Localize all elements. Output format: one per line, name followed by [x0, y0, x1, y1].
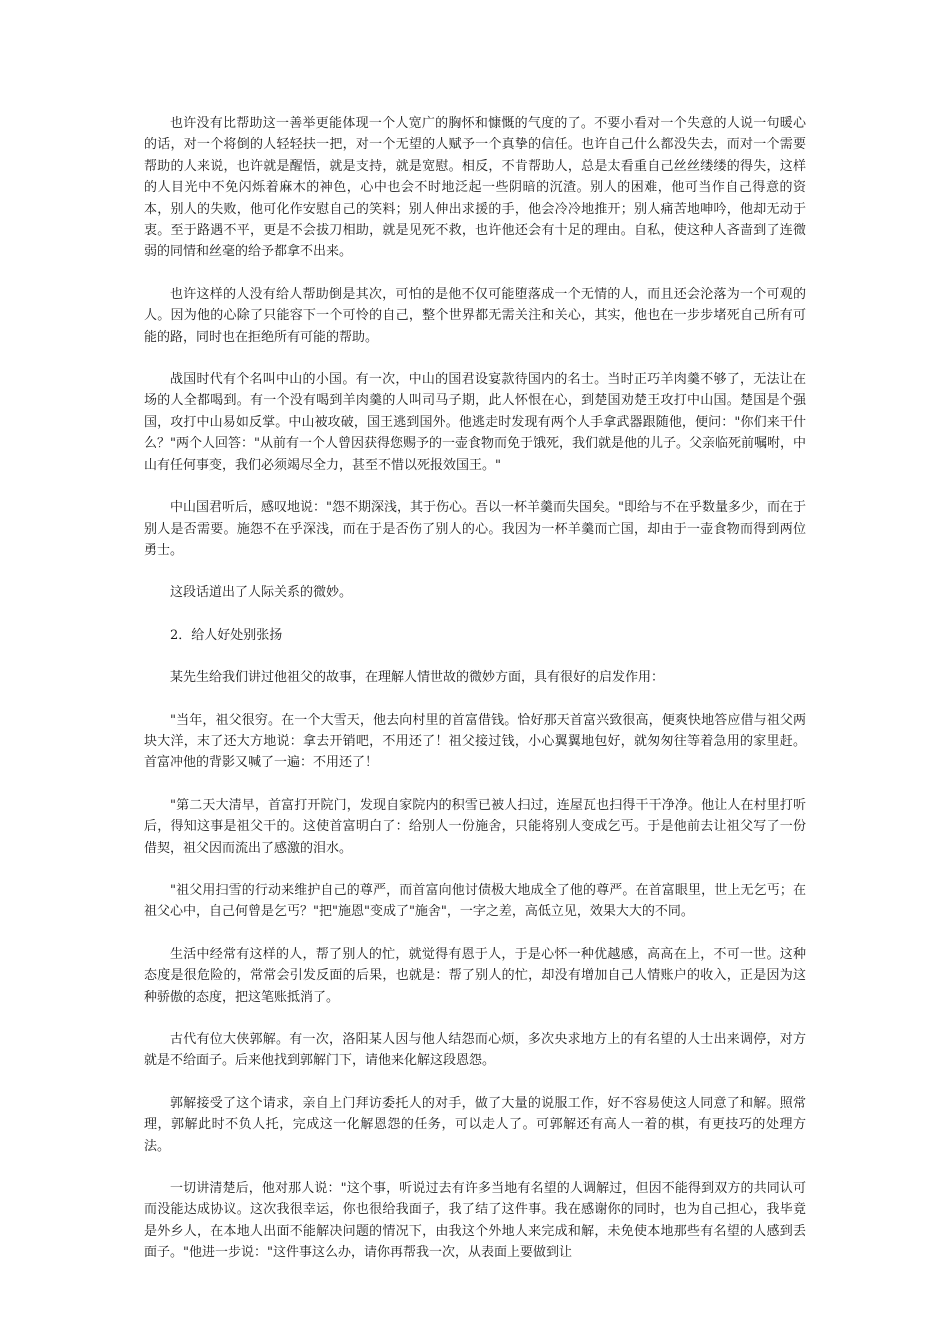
paragraph-4: 中山国君听后，感叹地说："怨不期深浅，其于伤心。吾以一杯羊羹而失国矣。"即给与不在乎数量多少，而在于别人是否需要。施怨不在乎深浅，而在于是否伤了别人的心。我因为一杯羊羹而亡国，却由于一壶食物而得到两位勇士。 — [144, 500, 806, 558]
paragraph-11: 生活中经常有这样的人，帮了别人的忙，就觉得有恩于人，于是心怀一种优越感，高高在上，不可一世。这种态度是很危险的，常常会引发反面的后果，也就是：帮了别人的忙，却没有增加自己人情账户的收入，正是因为这种骄傲的态度，把这笔账抵消了。 — [144, 946, 806, 1005]
paragraph-2: 也许这样的人没有给人帮助倒是其次，可怕的是他不仅可能堕落成一个无情的人，而且还会沦落为一个可观的人。因为他的心除了只能容下一个可怜的自己，整个世界都无需关注和关心，其实，他也在一步步堵死自己所有可能的路，同时也在拒绝所有可能的帮助。 — [144, 286, 806, 345]
paragraph-3: 战国时代有个名叫中山的小国。有一次，中山的国君设宴款待国内的名士。当时正巧羊肉羹不够了，无法让在场的人全都喝到。有一个没有喝到羊肉羹的人叫司马子期，此人怀恨在心，到楚国劝楚王攻打中山国。楚国是个强国，攻打中山易如反掌。中山被攻破，国王逃到国外。他逃走时发现有两个人手拿武器跟随他，便问："你们来干什么？"两个人回答："从前有一个人曾因获得您赐予的一壶食物而免于饿死，我们就是他的儿子。父亲临死前嘱咐，中山有任何事变，我们必须竭尽全力，甚至不惜以死报效国王。" — [144, 372, 806, 473]
paragraph-14: 一切讲清楚后，他对那人说："这个事，听说过去有许多当地有名望的人调解过，但因不能得到双方的共同认可而没能达成协议。这次我很幸运，你也很给我面子，我了结了这件事。我在感谢你的同时，也为自己担心，我毕竟是外乡人，在本地人出面不能解决问题的情况下，由我这个外地人来完成和解，未免使本地那些有名望的人感到丢面子。"他进一步说："这件事这么办，请你再帮我一次，从表面上要做到让 — [144, 1181, 806, 1261]
section-heading: 2．给人好处别张扬 — [170, 627, 283, 643]
paragraph-1: 也许没有比帮助这一善举更能体现一个人宽广的胸怀和慷慨的气度的了。不要小看对一个失意的人说一句暖心的话，对一个将倒的人轻轻扶一把，对一个无望的人赋予一个真挚的信任。也许自己什么都没失去，而对一个需要帮助的人来说，也许就是醒悟，就是支持，就是宽慰。相反，不肯帮助人，总是太看重自己丝丝缕缕的得失，这样的人目光中不免闪烁着麻木的神色，心中也会不时地泛起一些阴暗的沉渣。别人的困难，他可当作自己得意的资本，别人的失败，他可化作安慰自己的笑料；别人伸出求援的手，他会冷冷地推开；别人痛苦地呻吟，他却无动于衷。至于路遇不平，更是不会拔刀相助，就是见死不救，也许他还会有十足的理由。自私，使这种人吝啬到了连微弱的同情和丝毫的给予都拿不出来。 — [144, 116, 806, 260]
paragraph-8: "当年，祖父很穷。在一个大雪天，他去向村里的首富借钱。恰好那天首富兴致很高，便爽快地答应借与祖父两块大洋，末了还大方地说：拿去开销吧，不用还了！祖父接过钱，小心翼翼地包好，就匆匆往等着急用的家里赶。首富冲他的背影又喊了一遍：不用还了！ — [144, 712, 806, 771]
paragraph-13: 郭解接受了这个请求，亲自上门拜访委托人的对手，做了大量的说服工作，好不容易使这人同意了和解。照常理，郭解此时不负人托，完成这一化解恩怨的任务，可以走人了。可郭解还有高人一着的棋，有更技巧的处理方法。 — [144, 1095, 806, 1154]
paragraph-12: 古代有位大侠郭解。有一次，洛阳某人因与他人结怨而心烦，多次央求地方上的有名望的人士出来调停，对方就是不给面子。后来他找到郭解门下，请他来化解这段恩怨。 — [144, 1032, 806, 1069]
document-body — [144, 113, 806, 1264]
paragraph-9: "第二天大清早，首富打开院门，发现自家院内的积雪已被人扫过，连屋瓦也扫得干干净净。他让人在村里打听后，得知这事是祖父干的。这使首富明白了：给别人一份施舍，只能将别人变成乞丐。于是他前去让祖父写了一份借契，祖父因而流出了感激的泪水。 — [144, 797, 806, 856]
paragraph-10: "祖父用扫雪的行动来维护自己的尊严，而首富向他讨债极大地成全了他的尊严。在首富眼里，世上无乞丐；在祖父心中，自己何曾是乞丐？"把"施恩"变成了"施舍"，一字之差，高低立见，效果大大的不同。 — [144, 882, 806, 920]
paragraph-5: 这段话道出了人际关系的微妙。 — [170, 585, 353, 601]
paragraph-7: 某先生给我们讲过他祖父的故事，在理解人情世故的微妙方面，具有很好的启发作用： — [170, 670, 665, 686]
